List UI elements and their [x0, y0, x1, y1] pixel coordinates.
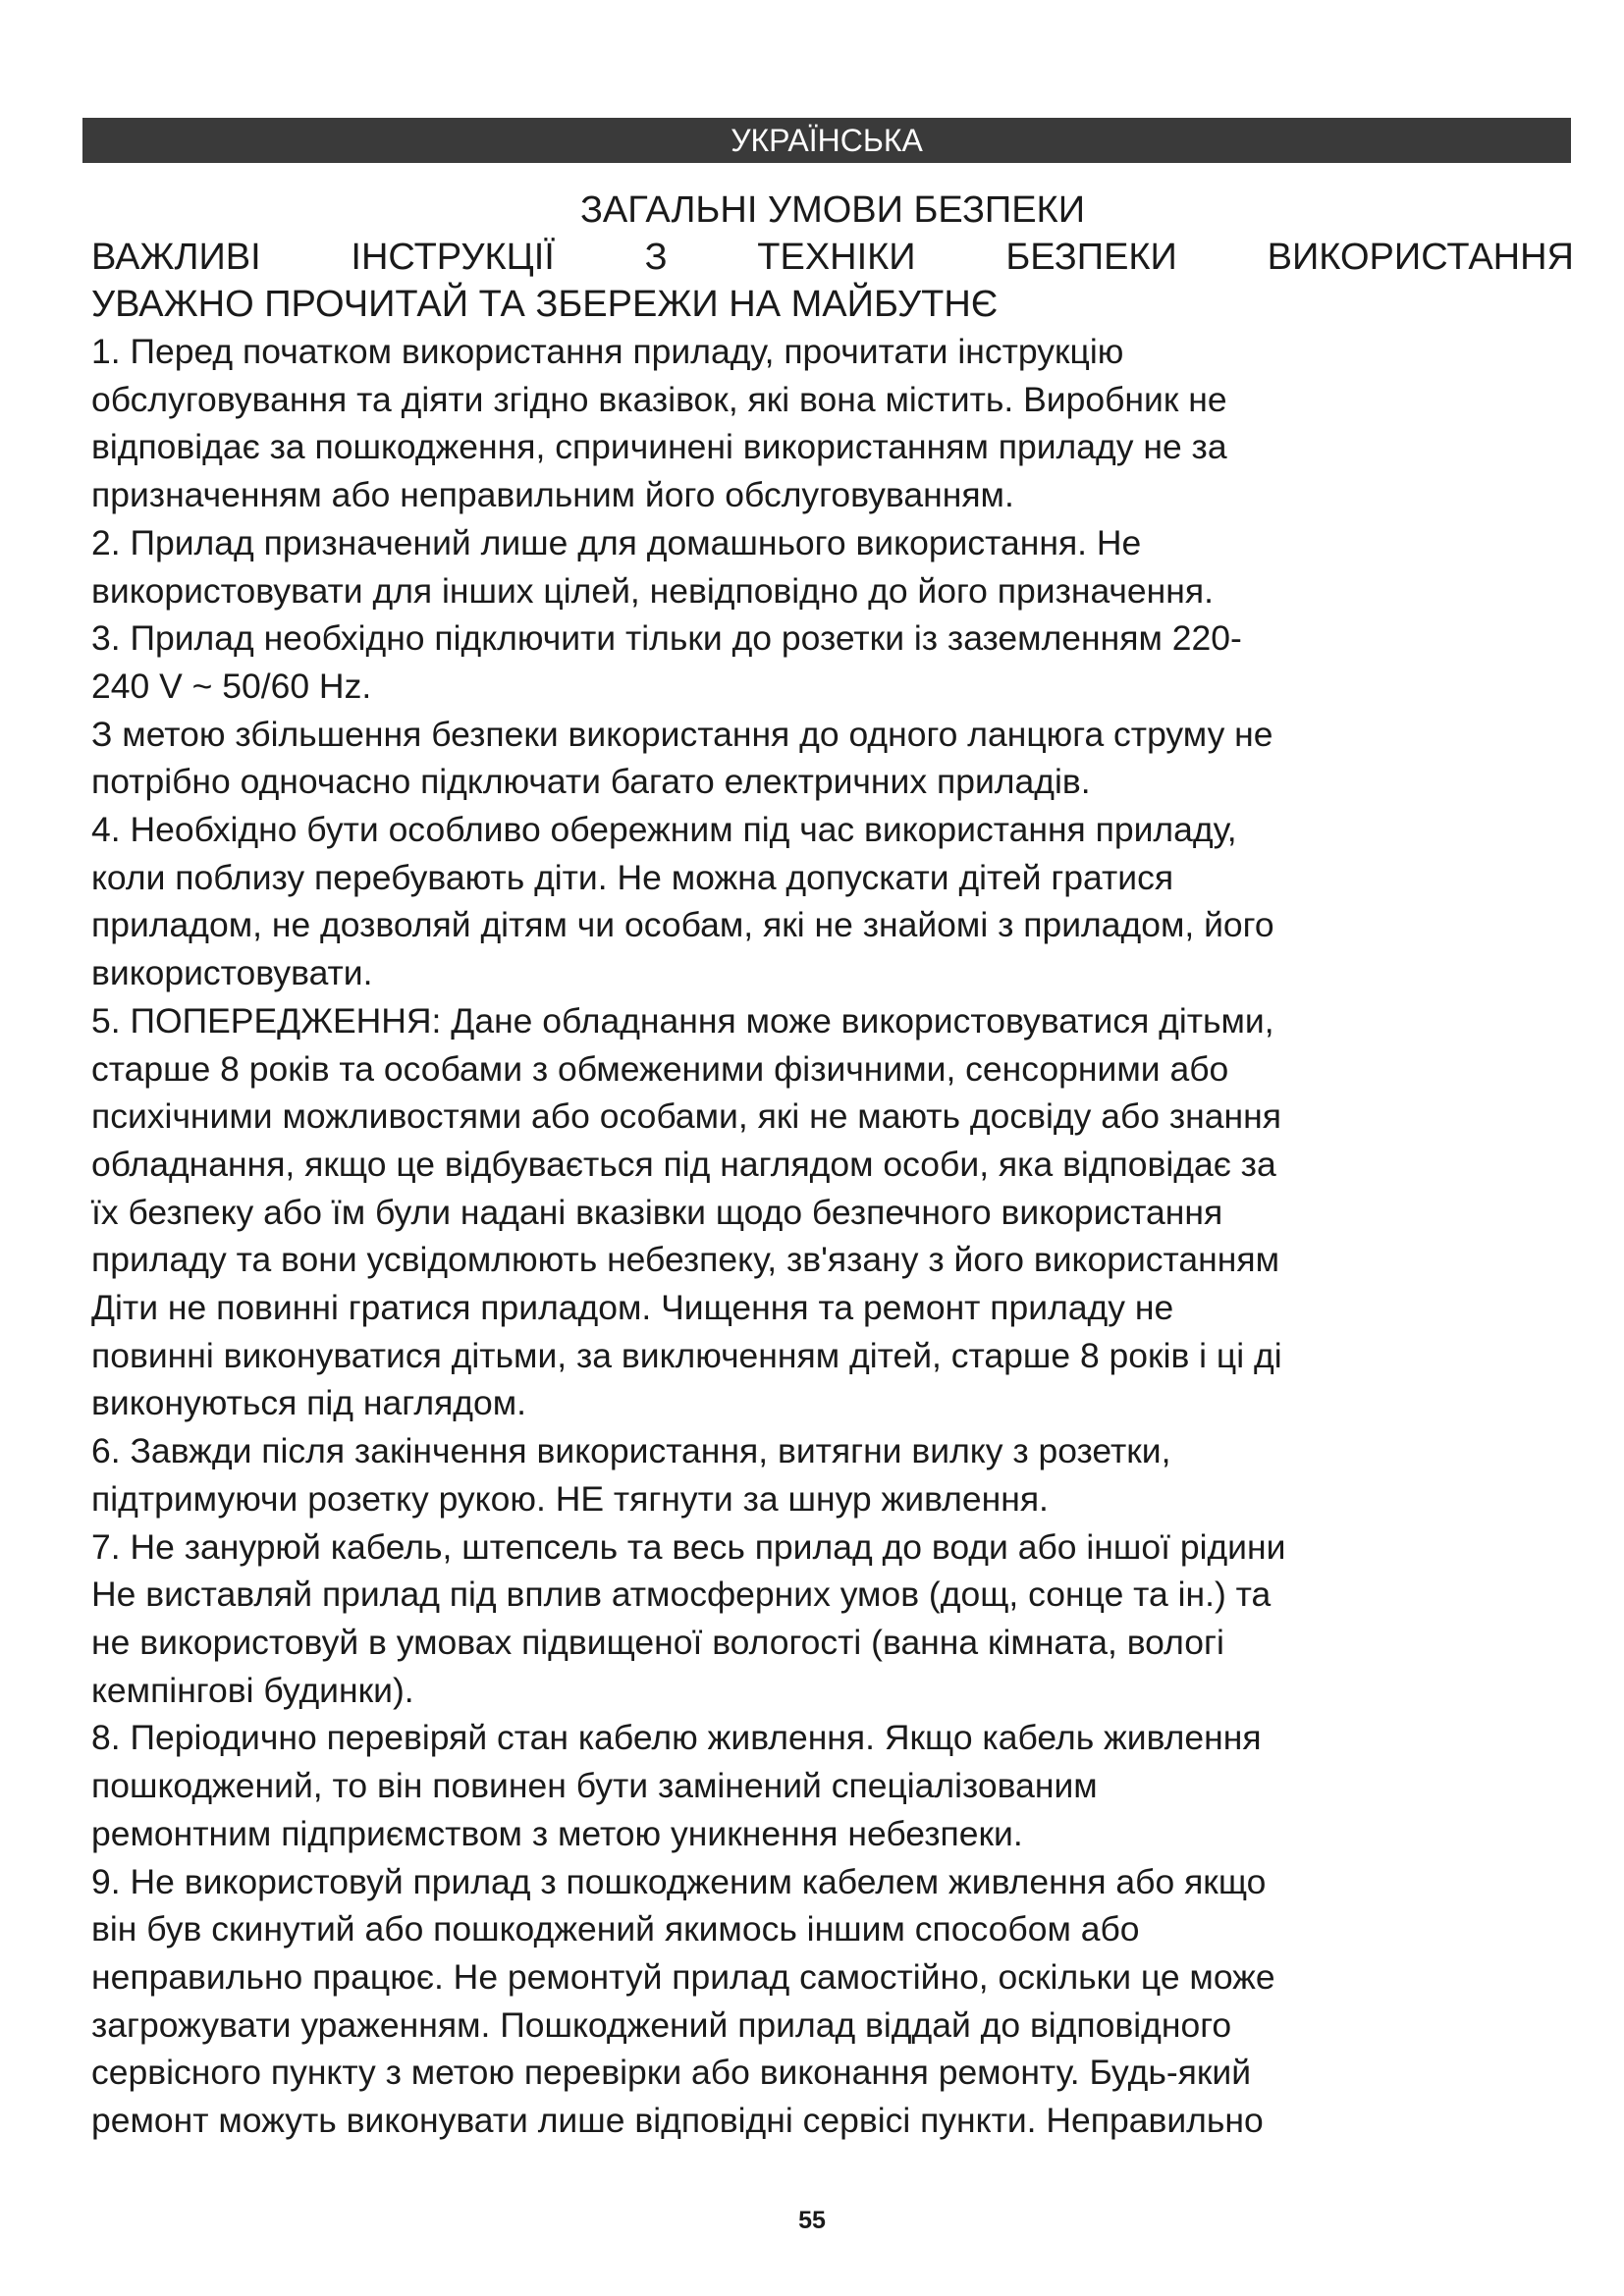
text-line: кемпінгові будинки).	[91, 1670, 414, 1710]
text-line: Діти не повинні гратися приладом. Чищення та ремонт приладу не	[91, 1288, 1174, 1328]
text-line: старше 8 років та особами з обмеженими фізичними, сенсорними або	[91, 1048, 1229, 1089]
language-header-bar: УКРАЇНСЬКА	[82, 118, 1571, 163]
text-line: обслуговування та діяти згідно вказівок, які вона містить. Виробник не	[91, 379, 1227, 419]
text-line: виконуються під наглядом.	[91, 1383, 527, 1423]
text-line: не використовуй в умовах підвищеної вологості (ванна кімната, вологі	[91, 1622, 1224, 1662]
text-line: Не виставляй прилад під вплив атмосферних умов (дощ, сонце та ін.) та	[91, 1575, 1272, 1615]
text-line: повинні виконуватися дітьми, за виключенням дітей, старше 8 років і ці ді	[91, 1335, 1282, 1375]
text-line: 6. Завжди після закінчення використання, витягни вилку з розетки,	[91, 1431, 1171, 1471]
text-line: сервісного пункту з метою перевірки або виконання ремонту. Будь-який	[91, 2053, 1252, 2093]
text-line: ремонт можуть виконувати лише відповідні сервісі пункти. Неправильно	[91, 2101, 1264, 2141]
text-line: 8. Періодично перевіряй стан кабелю живлення. Якщо кабель живлення	[91, 1718, 1262, 1758]
text-line: 2. Прилад призначений лише для домашнього використання. Не	[91, 522, 1142, 562]
text-line: 240 V ~ 50/60 Hz.	[91, 666, 372, 706]
text-line: підтримуючи розетку рукою. НЕ тягнути за шнур живлення.	[91, 1478, 1049, 1519]
text-line: 4. Необхідно бути особливо обережним під час використання приладу,	[91, 810, 1237, 850]
page-number: 55	[798, 2207, 826, 2234]
text-line: обладнання, якщо це відбувається під наглядом особи, яка відповідає за	[91, 1144, 1276, 1184]
text-line: приладу та вони усвідомлюють небезпеку, зв'язану з його використанням	[91, 1240, 1279, 1280]
text-line: неправильно працює. Не ремонтуй прилад самостійно, оскільки це може	[91, 1956, 1275, 1997]
text-line: З метою збільшення безпеки використання до одного ланцюга струму не	[91, 714, 1273, 754]
text-line: їх безпеку або їм були надані вказівки щодо безпечного використання	[91, 1192, 1223, 1232]
text-line: 3. Прилад необхідно підключити тільки до розетки із заземленням 220-	[91, 618, 1242, 659]
text-line: загрожувати ураженням. Пошкоджений прилад віддай до відповідного	[91, 2004, 1232, 2045]
section-title: ЗАГАЛЬНІ УМОВИ БЕЗПЕКИ	[579, 189, 1086, 231]
text-line: ремонтним підприємством з метою уникнення небезпеки.	[91, 1813, 1023, 1853]
subtitle-safety-instructions: ВАЖЛИВІ ІНСТРУКЦІЇ З ТЕХНІКИ БЕЗПЕКИ ВИКОРИСТАННЯ	[91, 237, 1574, 278]
text-line: потрібно одночасно підключати багато електричних приладів.	[91, 762, 1091, 802]
text-line: приладом, не дозволяй дітям чи особам, які не знайомі з приладом, його	[91, 905, 1274, 945]
text-line: відповідає за пошкодження, спричинені використанням приладу не за	[91, 427, 1227, 467]
text-line: призначенням або неправильним його обслуговуванням.	[91, 475, 1014, 515]
subtitle-read-and-keep: УВАЖНО ПРОЧИТАЙ ТА ЗБЕРЕЖИ НА МАЙБУТНЄ	[91, 284, 999, 325]
text-line: 1. Перед початком використання приладу, прочитати інструкцію	[91, 332, 1124, 371]
text-line: використовувати для інших цілей, невідповідно до його призначення.	[91, 570, 1214, 611]
text-line: психічними можливостями або особами, які не мають досвіду або знання	[91, 1096, 1281, 1137]
text-line: 5. ПОПЕРЕДЖЕННЯ: Дане обладнання може використовуватися дітьми,	[91, 1000, 1274, 1041]
text-line: 9. Не використовуй прилад з пошкодженим кабелем живлення або якщо	[91, 1861, 1267, 1901]
text-line: використовувати.	[91, 953, 373, 993]
text-line: пошкоджений, то він повинен бути замінений спеціалізованим	[91, 1766, 1098, 1806]
text-line: 7. Не занурюй кабель, штепсель та весь прилад до води або іншої рідини	[91, 1526, 1286, 1567]
document-body	[91, 187, 1594, 2145]
text-line: коли поблизу перебувають діти. Не можна допускати дітей гратися	[91, 857, 1174, 897]
text-line: він був скинутий або пошкоджений якимось іншим способом або	[91, 1909, 1140, 1949]
